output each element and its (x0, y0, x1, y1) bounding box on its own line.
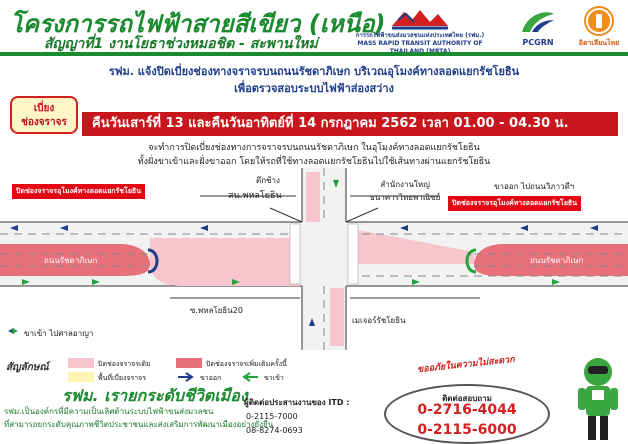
outbound-label: ขาออก ไปถนนวิภาวดีฯ (494, 182, 575, 191)
badge-line-1: เบี่ยง (33, 103, 55, 114)
itd-label: อิตาเลียนไทย (578, 39, 620, 47)
traffic-map (0, 168, 628, 350)
page-title: โครงการรถไฟฟ้าสายสีเขียว (เหนือ) (10, 10, 386, 38)
legend-detour-area: พื้นที่เบี่ยงจราจร (98, 374, 147, 382)
description-line-2: ทั้งฝั่งขาเข้าและฝั่งขาออก โดยให้รถที่ใช้ทางลอดแยกรัชโยธินไปใช้เส้นทางผ่านแยกรัชโยธิน (137, 157, 491, 167)
announcement-line-2: เพื่อตรวจสอบระบบไฟฟ้าส่องสว่าง (234, 82, 394, 95)
closure-existing-left (150, 238, 300, 286)
legend-outbound: ขาออก (200, 374, 222, 382)
closure-existing-north (306, 172, 320, 222)
footer-slogan: รฟม. เรายกระดับชีวิตเมือง (62, 386, 248, 405)
contact-label: ติดต่อสอบถาม (442, 394, 492, 403)
inbound-label: ขาเข้า ไปศาลอาญา (24, 329, 94, 338)
bank-label-line-1: สำนักงานใหญ่ (380, 180, 430, 189)
soi-20-label: ซ.พหลโยธิน20 (190, 306, 243, 315)
mrta-name-th: การรถไฟฟ้าขนส่งมวลชนแห่งประเทศไทย (รฟม.) (355, 32, 485, 39)
announcement-line-1: รฟม. แจ้งปิดเบี่ยงช่องทางจราจรบนถนนรัชดาภิเษก บริเวณอุโมงค์ทางลอดแยกรัชโยธิน (108, 65, 520, 78)
elephant-building-label: ตึกช้าง (256, 176, 280, 185)
itd-phone-1: 0-2115-7000 (246, 412, 298, 421)
bank-label (370, 178, 440, 204)
mrta-logo-icon (390, 6, 450, 30)
road-label-right: ถนนรัชดาภิเษก (530, 256, 584, 265)
detour-badge (10, 96, 78, 134)
closure-tag-left: ปิดช่องจราจรอุโมงค์ทางลอดแยกรัชโยธิน (12, 184, 145, 199)
legend-swatch-existing (68, 358, 94, 368)
legend-swatch-additional (176, 358, 202, 368)
page-subtitle: สัญญาที่1 งานโยธาช่วงหมอชิต - สะพานใหม่ (44, 36, 318, 52)
legend-inbound: ขาเข้า (264, 374, 284, 382)
inbound-legend-arrows (8, 328, 18, 334)
pcgrn-logo-icon (518, 6, 558, 36)
contact-phone-2: 0-2115-6000 (417, 422, 517, 438)
itd-phone-2: 08-8274-0693 (246, 426, 303, 435)
legend-title: สัญลักษณ์ (6, 362, 49, 373)
footer-sub-2: ที่สามารถยกระดับคุณภาพชีวิตประชาชนและส่งเสริมการพัฒนาเมืองอย่างยั่งยืน (4, 420, 274, 429)
apology-text: ขออภัยในความไม่สะดวก (416, 354, 516, 376)
header (0, 0, 628, 52)
itd-contact-label: ผู้ติดต่อประสานงานของ ITD : (244, 398, 350, 407)
itd-logo-icon (584, 6, 614, 36)
inbound-arrow-icon (240, 372, 260, 382)
mascot-icon (570, 354, 626, 444)
mrta-name-en: MASS RAPID TRANSIT AUTHORITY OF (357, 40, 483, 47)
police-station-label: สน.พหลโยธิน (228, 191, 282, 201)
footer-sub-1: รฟม.เป็นองค์กรที่มีความเป็นเลิศด้านระบบไฟฟ้าขนส่งมวลชน (4, 407, 214, 416)
outbound-arrow-icon (176, 372, 196, 382)
header-divider (0, 52, 628, 56)
bank-label-line-2: ธนาคารไทยพาณิชย์ (370, 193, 441, 202)
legend-additional-closure: ปิดช่องจราจรเพิ่มเติมครั้งนี้ (206, 360, 287, 368)
pcgrn-label: PCGRN (522, 38, 554, 47)
badge-line-2: ช่องจราจร (21, 117, 67, 128)
description-line-1: จะทำการปิดเบี่ยงช่องทางการจราจรบนถนนรัชดาภิเษก ในอุโมงค์ทางลอดแยกรัชโยธิน (148, 143, 480, 153)
legend-existing-closure: ปิดช่องจราจรเดิม (98, 360, 151, 368)
major-label: เมเจอร์รัชโยธิน (352, 316, 406, 325)
legend-swatch-detour (68, 372, 94, 382)
date-banner: คืนวันเสาร์ที่ 13 และคืนวันอาทิตย์ที่ 14 กรกฎาคม 2562 เวลา 01.00 - 04.30 น. (82, 112, 618, 136)
road-label-left: ถนนรัชดาภิเษก (44, 256, 98, 265)
contact-phone-1: 0-2716-4044 (417, 402, 517, 418)
closure-tag-right: ปิดช่องจราจรอุโมงค์ทางลอดแยกรัชโยธิน (448, 196, 581, 211)
closure-existing-south (330, 288, 344, 346)
